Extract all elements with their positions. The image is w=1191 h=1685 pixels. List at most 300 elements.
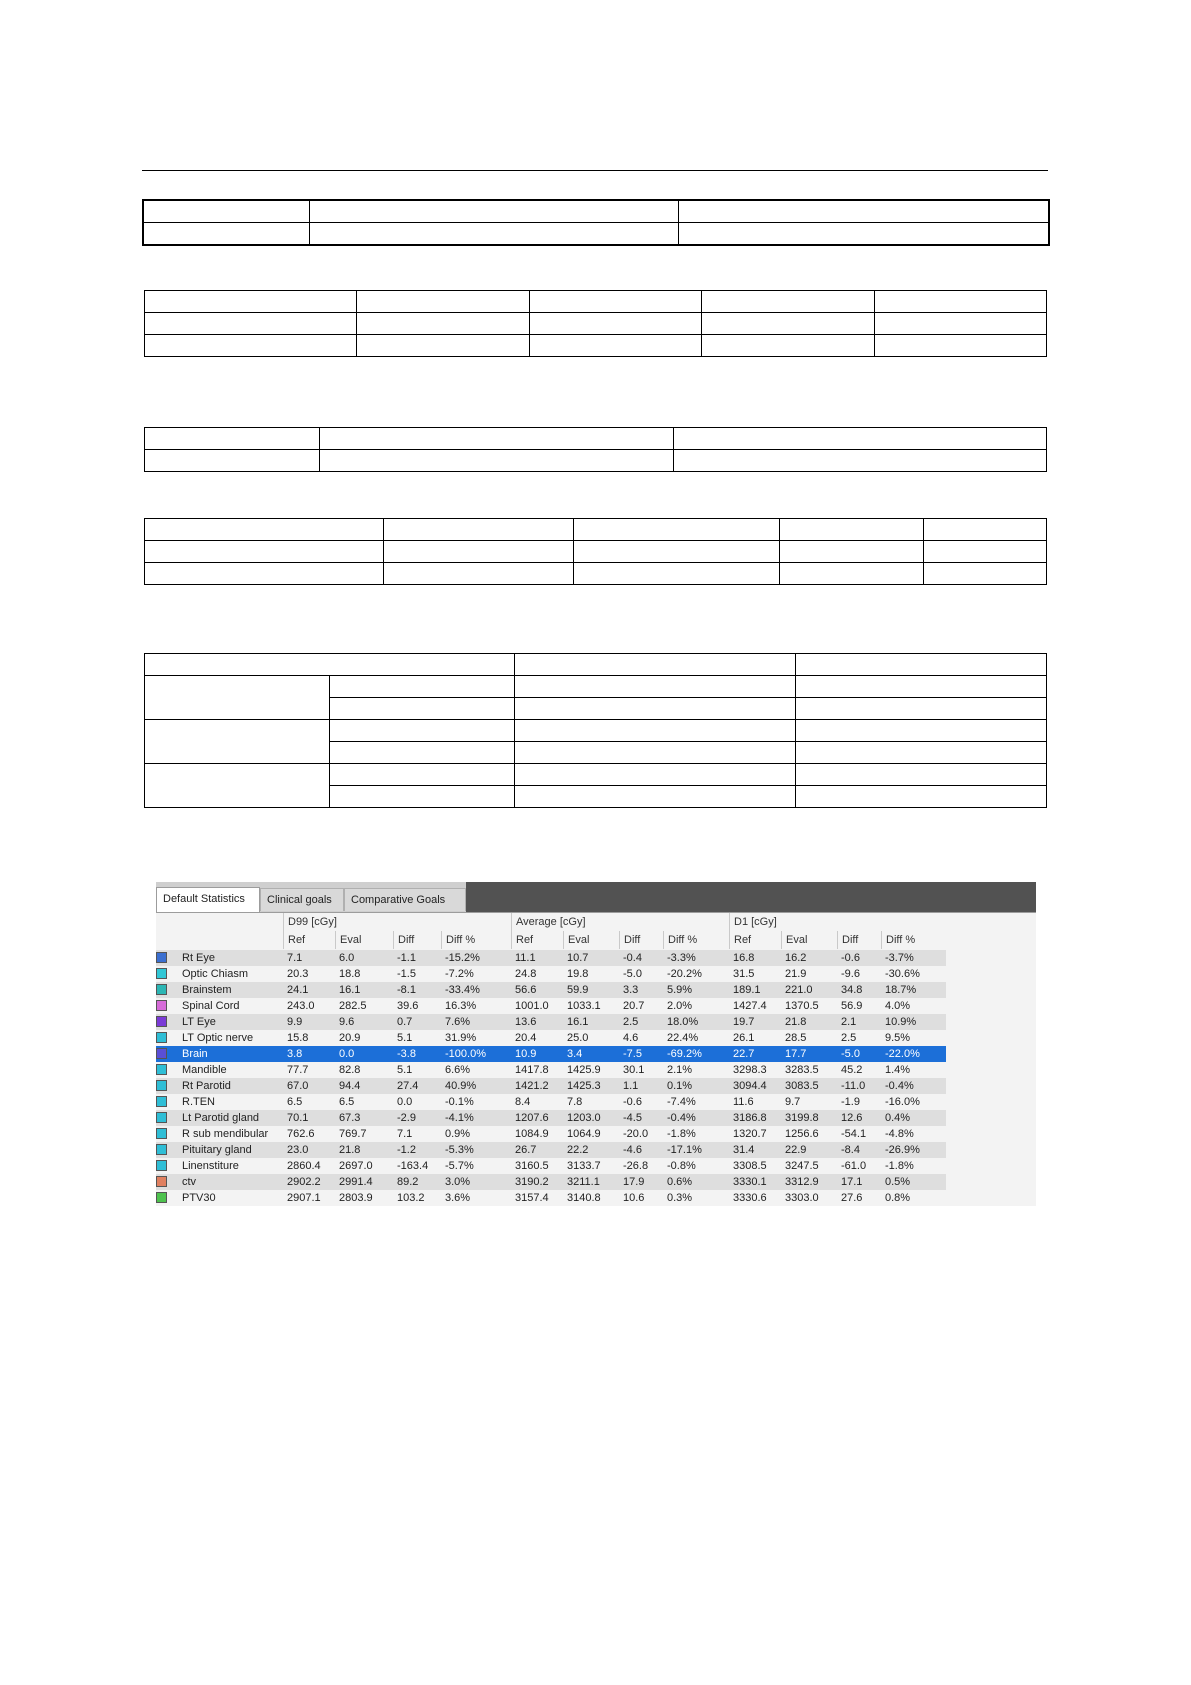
table-row[interactable] (156, 1062, 946, 1078)
table-cell (796, 698, 1047, 720)
cell-d1-diff: -0.6 (841, 952, 860, 964)
table-cell (796, 742, 1047, 764)
roi-color-swatch (156, 1080, 167, 1091)
table-cell (515, 742, 796, 764)
cell-avg-ref: 1084.9 (515, 1128, 549, 1140)
cell-d99-eval: 2697.0 (339, 1160, 373, 1172)
table-cell (145, 563, 384, 585)
cell-d1-ref: 16.8 (733, 952, 755, 964)
roi-name: Rt Eye (182, 952, 216, 964)
sub-header-diff[interactable]: Diff (619, 931, 663, 949)
cell-d99-diff-pct: 7.6% (445, 1016, 471, 1028)
cell-avg-diff: 30.1 (623, 1064, 645, 1076)
cell-d99-diff: -1.1 (397, 952, 416, 964)
table-row (143, 200, 1049, 223)
cell-avg-diff-pct: 2.1% (667, 1064, 693, 1076)
table-cell (702, 291, 875, 313)
cell-avg-diff: -4.6 (623, 1144, 642, 1156)
table-cell (320, 450, 674, 472)
cell-avg-ref: 26.7 (515, 1144, 537, 1156)
cell-avg-diff-pct: 2.0% (667, 1000, 693, 1012)
cell-d1-diff-pct: 4.0% (885, 1000, 911, 1012)
tab-bar (156, 882, 1036, 913)
cell-avg-ref: 11.1 (515, 952, 536, 964)
sub-header-diff-pct[interactable]: Diff % (441, 931, 511, 949)
sub-header-row (156, 931, 1036, 949)
cell-d1-eval: 9.7 (785, 1096, 801, 1108)
roi-name: Brain (182, 1048, 208, 1060)
cell-avg-ref: 20.4 (515, 1032, 537, 1044)
table-cell (330, 742, 515, 764)
cell-d1-eval: 3083.5 (785, 1080, 819, 1092)
cell-avg-diff-pct: 0.1% (667, 1080, 693, 1092)
table-cell (145, 654, 515, 676)
cell-avg-ref: 3160.5 (515, 1160, 549, 1172)
grid-empty-area (946, 950, 1036, 1206)
cell-avg-diff: 17.9 (623, 1176, 645, 1188)
cell-d99-diff-pct: 16.3% (445, 1000, 477, 1012)
table-cell (678, 223, 1049, 246)
cell-d1-ref: 3308.5 (733, 1160, 767, 1172)
cell-d99-eval: 16.1 (339, 984, 361, 996)
table-row[interactable] (156, 1190, 946, 1206)
header-rule (142, 170, 1048, 171)
form-table-5 (144, 653, 1047, 808)
cell-d1-ref: 19.7 (733, 1016, 755, 1028)
table-cell (384, 563, 574, 585)
cell-d1-ref: 26.1 (733, 1032, 755, 1044)
cell-avg-diff: -5.0 (623, 968, 642, 980)
table-row (145, 313, 1047, 335)
roi-color-swatch (156, 1000, 167, 1011)
table-row[interactable] (156, 982, 946, 998)
roi-color-swatch (156, 1016, 167, 1027)
cell-d1-eval: 221.0 (785, 984, 813, 996)
cell-d99-eval: 82.8 (339, 1064, 361, 1076)
table-row (145, 720, 1047, 742)
cell-d99-diff-pct: -33.4% (445, 984, 480, 996)
cell-d99-ref: 23.0 (287, 1144, 309, 1156)
cell-avg-diff: -20.0 (623, 1128, 649, 1140)
cell-d1-ref: 189.1 (733, 984, 761, 996)
cell-d1-diff-pct: -4.8% (885, 1128, 914, 1140)
cell-d1-diff-pct: 1.4% (885, 1064, 911, 1076)
table-row[interactable] (156, 998, 946, 1014)
table-cell (330, 698, 515, 720)
cell-d1-ref: 3186.8 (733, 1112, 767, 1124)
table-row[interactable] (156, 950, 946, 966)
table-cell (309, 200, 678, 223)
cell-d1-diff: -5.0 (841, 1048, 860, 1060)
cell-avg-ref: 1421.2 (515, 1080, 549, 1092)
table-cell (320, 428, 674, 450)
cell-d99-ref: 24.1 (287, 984, 309, 996)
cell-d1-eval: 21.8 (785, 1016, 807, 1028)
cell-avg-eval: 1033.1 (567, 1000, 601, 1012)
roi-color-swatch (156, 1176, 167, 1187)
table-cell (145, 519, 384, 541)
table-cell (145, 291, 357, 313)
cell-d99-ref: 9.9 (287, 1016, 303, 1028)
statistics-panel (156, 882, 1036, 1206)
sub-header-ref[interactable]: Ref (511, 931, 563, 949)
cell-d1-eval: 17.7 (785, 1048, 807, 1060)
cell-d99-diff: 5.1 (397, 1064, 413, 1076)
cell-d99-eval: 2991.4 (339, 1176, 373, 1188)
table-row[interactable] (156, 1110, 946, 1126)
table-row (145, 428, 1047, 450)
table-cell (674, 450, 1047, 472)
cell-d99-diff-pct: 3.6% (445, 1192, 471, 1204)
cell-d99-diff: -163.4 (397, 1160, 429, 1172)
cell-avg-eval: 1203.0 (567, 1112, 601, 1124)
roi-color-swatch (156, 952, 167, 963)
cell-d99-diff: 0.0 (397, 1096, 413, 1108)
roi-name: Spinal Cord (182, 1000, 240, 1012)
cell-avg-eval: 25.0 (567, 1032, 589, 1044)
table-cell (796, 764, 1047, 786)
roi-name: Optic Chiasm (182, 968, 249, 980)
cell-avg-diff: 1.1 (623, 1080, 639, 1092)
cell-d1-eval: 22.9 (785, 1144, 807, 1156)
cell-d99-ref: 70.1 (287, 1112, 309, 1124)
roi-color-swatch (156, 1064, 167, 1075)
cell-d1-diff: -1.9 (841, 1096, 860, 1108)
cell-d99-ref: 3.8 (287, 1048, 303, 1060)
cell-d99-ref: 7.1 (287, 952, 303, 964)
table-row (145, 335, 1047, 357)
cell-d99-eval: 0.0 (339, 1048, 355, 1060)
table-cell (530, 291, 702, 313)
cell-d99-ref: 2860.4 (287, 1160, 321, 1172)
cell-avg-ref: 8.4 (515, 1096, 531, 1108)
cell-d1-ref: 3298.3 (733, 1064, 767, 1076)
table-cell (357, 335, 530, 357)
cell-avg-diff-pct: 22.4% (667, 1032, 699, 1044)
cell-d1-eval: 3283.5 (785, 1064, 819, 1076)
sub-header-eval[interactable]: Eval (335, 931, 393, 949)
sub-header-eval[interactable]: Eval (781, 931, 837, 949)
cell-avg-eval: 3.4 (567, 1048, 583, 1060)
table-cell (515, 698, 796, 720)
group-header-d1[interactable]: D1 [cGy] (729, 913, 946, 931)
cell-d1-diff-pct: 10.9% (885, 1016, 917, 1028)
cell-d1-ref: 3330.6 (733, 1192, 767, 1204)
cell-d1-diff-pct: -22.0% (885, 1048, 920, 1060)
cell-d99-diff-pct: -100.0% (445, 1048, 486, 1060)
cell-d99-diff: -2.9 (397, 1112, 416, 1124)
cell-d99-eval: 21.8 (339, 1144, 361, 1156)
cell-d99-diff-pct: 3.0% (445, 1176, 471, 1188)
cell-avg-diff: -0.6 (623, 1096, 642, 1108)
table-cell (780, 519, 924, 541)
table-cell (530, 335, 702, 357)
table-cell (780, 563, 924, 585)
tab-default-statistics[interactable]: Default Statistics (156, 887, 260, 912)
roi-name: Mandible (182, 1064, 227, 1076)
roi-color-swatch (156, 968, 167, 979)
cell-avg-eval: 1425.9 (567, 1064, 601, 1076)
cell-avg-eval: 10.7 (567, 952, 589, 964)
table-cell (145, 450, 320, 472)
table-row (145, 563, 1047, 585)
cell-d1-diff: -11.0 (841, 1080, 866, 1092)
cell-avg-eval: 3140.8 (567, 1192, 601, 1204)
cell-avg-ref: 24.8 (515, 968, 537, 980)
roi-name: Lt Parotid gland (182, 1112, 260, 1124)
table-cell (574, 541, 780, 563)
cell-d99-diff: -8.1 (397, 984, 416, 996)
roi-name: Linenstiture (182, 1160, 239, 1172)
cell-avg-diff-pct: -3.3% (667, 952, 696, 964)
cell-d99-diff: -1.2 (397, 1144, 416, 1156)
table-cell (145, 313, 357, 335)
roi-name: Brainstem (182, 984, 232, 996)
table-cell (530, 313, 702, 335)
roi-color-swatch (156, 1096, 167, 1107)
cell-d1-diff-pct: 18.7% (885, 984, 917, 996)
cell-d1-diff: -61.0 (841, 1160, 867, 1172)
cell-d1-diff: 12.6 (841, 1112, 863, 1124)
table-cell (796, 720, 1047, 742)
table-cell (924, 541, 1047, 563)
cell-d99-ref: 762.6 (287, 1128, 315, 1140)
table-cell (145, 335, 357, 357)
cell-d1-diff-pct: -3.7% (885, 952, 914, 964)
cell-avg-diff: -0.4 (623, 952, 642, 964)
cell-avg-diff: 10.6 (623, 1192, 645, 1204)
cell-d1-eval: 16.2 (785, 952, 807, 964)
table-row[interactable] (156, 1174, 946, 1190)
cell-d1-diff-pct: 0.5% (885, 1176, 911, 1188)
table-row[interactable] (156, 1030, 946, 1046)
roi-name: Pituitary gland (182, 1144, 252, 1156)
cell-d99-diff-pct: 31.9% (445, 1032, 477, 1044)
cell-avg-diff-pct: -0.4% (667, 1112, 696, 1124)
cell-avg-diff-pct: -17.1% (667, 1144, 702, 1156)
sub-header-diff[interactable]: Diff (837, 931, 881, 949)
cell-avg-eval: 1425.3 (567, 1080, 601, 1092)
cell-avg-eval: 59.9 (567, 984, 589, 996)
roi-name: ctv (182, 1176, 197, 1188)
cell-d1-diff: -54.1 (841, 1128, 867, 1140)
cell-d1-eval: 1256.6 (785, 1128, 819, 1140)
table-cell (924, 519, 1047, 541)
cell-d1-diff: 34.8 (841, 984, 863, 996)
table-cell (796, 676, 1047, 698)
cell-d1-diff-pct: 9.5% (885, 1032, 911, 1044)
roi-color-swatch (156, 1160, 167, 1171)
cell-avg-diff-pct: 0.6% (667, 1176, 693, 1188)
cell-d1-diff-pct: -0.4% (885, 1080, 914, 1092)
cell-d99-diff-pct: 0.9% (445, 1128, 471, 1140)
cell-avg-diff: 20.7 (623, 1000, 645, 1012)
cell-d99-diff-pct: -0.1% (445, 1096, 474, 1108)
table-cell (330, 676, 515, 698)
cell-d99-eval: 20.9 (339, 1032, 361, 1044)
table-row[interactable] (156, 966, 946, 982)
cell-d1-diff-pct: -30.6% (885, 968, 920, 980)
cell-avg-diff: 4.6 (623, 1032, 639, 1044)
cell-d99-eval: 18.8 (339, 968, 361, 980)
tab-comparative-goals[interactable]: Comparative Goals (344, 888, 466, 911)
cell-avg-diff: 2.5 (623, 1016, 639, 1028)
table-cell (678, 200, 1049, 223)
cell-d99-eval: 94.4 (339, 1080, 361, 1092)
group-header-d99[interactable]: D99 [cGy] (283, 913, 511, 931)
cell-d99-eval: 6.0 (339, 952, 355, 964)
table-cell (515, 720, 796, 742)
cell-d1-ref: 31.4 (733, 1144, 755, 1156)
cell-d99-diff: -3.8 (397, 1048, 416, 1060)
cell-d99-diff-pct: -7.2% (445, 968, 474, 980)
cell-avg-ref: 3157.4 (515, 1192, 549, 1204)
roi-name: R sub mendibular (182, 1128, 269, 1140)
cell-avg-diff-pct: -0.8% (667, 1160, 696, 1172)
cell-avg-eval: 16.1 (567, 1016, 589, 1028)
table-row[interactable] (156, 1094, 946, 1110)
cell-d99-ref: 2907.1 (287, 1192, 321, 1204)
roi-name: LT Optic nerve (182, 1032, 254, 1044)
roi-color-swatch (156, 1032, 167, 1043)
table-row[interactable] (156, 1078, 946, 1094)
cell-avg-ref: 3190.2 (515, 1176, 549, 1188)
cell-avg-diff-pct: 5.9% (667, 984, 693, 996)
sub-header-ref[interactable]: Ref (283, 931, 335, 949)
cell-d99-diff: 103.2 (397, 1192, 425, 1204)
cell-d1-diff-pct: -1.8% (885, 1160, 914, 1172)
cell-avg-ref: 1001.0 (515, 1000, 549, 1012)
table-cell (357, 291, 530, 313)
table-cell (330, 786, 515, 808)
cell-d1-eval: 3303.0 (785, 1192, 819, 1204)
cell-d99-diff: 5.1 (397, 1032, 413, 1044)
table-cell (143, 223, 309, 246)
cell-d1-ref: 31.5 (733, 968, 755, 980)
group-header-average[interactable]: Average [cGy] (511, 913, 729, 931)
table-row[interactable] (156, 1014, 946, 1030)
roi-color-swatch (156, 1192, 167, 1203)
roi-name: PTV30 (182, 1192, 216, 1204)
table-cell (515, 764, 796, 786)
cell-d99-ref: 243.0 (287, 1000, 315, 1012)
cell-d99-diff: 89.2 (397, 1176, 419, 1188)
cell-d99-ref: 77.7 (287, 1064, 309, 1076)
cell-d99-ref: 67.0 (287, 1080, 309, 1092)
cell-d1-diff: 45.2 (841, 1064, 863, 1076)
cell-d99-diff-pct: -5.3% (445, 1144, 474, 1156)
cell-d99-diff: 39.6 (397, 1000, 419, 1012)
cell-d1-diff-pct: -26.9% (885, 1144, 920, 1156)
cell-d1-diff-pct: -16.0% (885, 1096, 920, 1108)
table-cell (796, 654, 1047, 676)
table-row[interactable] (156, 1158, 946, 1174)
table-cell (145, 720, 330, 764)
table-cell (702, 335, 875, 357)
table-row[interactable] (156, 1142, 946, 1158)
form-table-3 (144, 427, 1047, 472)
cell-d99-ref: 2902.2 (287, 1176, 321, 1188)
cell-d99-diff: 27.4 (397, 1080, 419, 1092)
table-cell (674, 428, 1047, 450)
cell-d1-eval: 28.5 (785, 1032, 807, 1044)
cell-d1-diff: -8.4 (841, 1144, 860, 1156)
cell-d99-diff: 0.7 (397, 1016, 413, 1028)
roi-name: Rt Parotid (182, 1080, 231, 1092)
cell-avg-diff-pct: -1.8% (667, 1128, 696, 1140)
table-row[interactable] (156, 1126, 946, 1142)
table-cell (924, 563, 1047, 585)
cell-d99-eval: 2803.9 (339, 1192, 373, 1204)
group-header-row (156, 913, 1036, 931)
cell-d1-ref: 11.6 (733, 1096, 754, 1108)
cell-d1-ref: 3094.4 (733, 1080, 767, 1092)
cell-d99-diff-pct: 40.9% (445, 1080, 477, 1092)
table-cell (796, 786, 1047, 808)
tab-clinical-goals[interactable]: Clinical goals (260, 888, 344, 911)
cell-d99-eval: 9.6 (339, 1016, 355, 1028)
table-cell (384, 519, 574, 541)
table-row[interactable] (156, 1046, 946, 1062)
cell-avg-eval: 3133.7 (567, 1160, 601, 1172)
cell-avg-diff-pct: -69.2% (667, 1048, 702, 1060)
table-cell (330, 764, 515, 786)
sub-header-diff-pct[interactable]: Diff % (663, 931, 729, 949)
cell-avg-diff: -7.5 (623, 1048, 642, 1060)
cell-d1-ref: 22.7 (733, 1048, 755, 1060)
cell-d1-diff: 17.1 (841, 1176, 863, 1188)
cell-d99-ref: 6.5 (287, 1096, 303, 1108)
roi-name: LT Eye (182, 1016, 216, 1028)
sub-header-ref[interactable]: Ref (729, 931, 781, 949)
table-cell (875, 335, 1047, 357)
table-row (145, 519, 1047, 541)
cell-d1-ref: 1427.4 (733, 1000, 767, 1012)
table-cell (145, 428, 320, 450)
table-cell (309, 223, 678, 246)
table-row (145, 764, 1047, 786)
cell-avg-eval: 22.2 (567, 1144, 589, 1156)
cell-avg-eval: 7.8 (567, 1096, 583, 1108)
cell-d1-diff: 2.1 (841, 1016, 857, 1028)
cell-avg-diff-pct: 18.0% (667, 1016, 699, 1028)
cell-d99-eval: 769.7 (339, 1128, 367, 1140)
cell-d99-diff-pct: 6.6% (445, 1064, 471, 1076)
table-row (145, 541, 1047, 563)
sub-header-diff[interactable]: Diff (393, 931, 441, 949)
table-row (145, 291, 1047, 313)
table-cell (515, 654, 796, 676)
table-cell (702, 313, 875, 335)
sub-header-diff-pct[interactable]: Diff % (881, 931, 946, 949)
cell-d1-eval: 3312.9 (785, 1176, 819, 1188)
table-cell (574, 563, 780, 585)
cell-avg-ref: 1207.6 (515, 1112, 549, 1124)
form-table-2 (144, 290, 1047, 357)
table-row (145, 450, 1047, 472)
table-cell (357, 313, 530, 335)
cell-avg-ref: 56.6 (515, 984, 537, 996)
table-row (145, 676, 1047, 698)
cell-d99-diff-pct: -4.1% (445, 1112, 474, 1124)
cell-d1-diff: 27.6 (841, 1192, 863, 1204)
tab-bar-background (466, 882, 1036, 912)
table-cell (574, 519, 780, 541)
cell-avg-diff: -26.8 (623, 1160, 649, 1172)
sub-header-eval[interactable]: Eval (563, 931, 619, 949)
cell-d1-eval: 3199.8 (785, 1112, 819, 1124)
cell-avg-diff: 3.3 (623, 984, 639, 996)
